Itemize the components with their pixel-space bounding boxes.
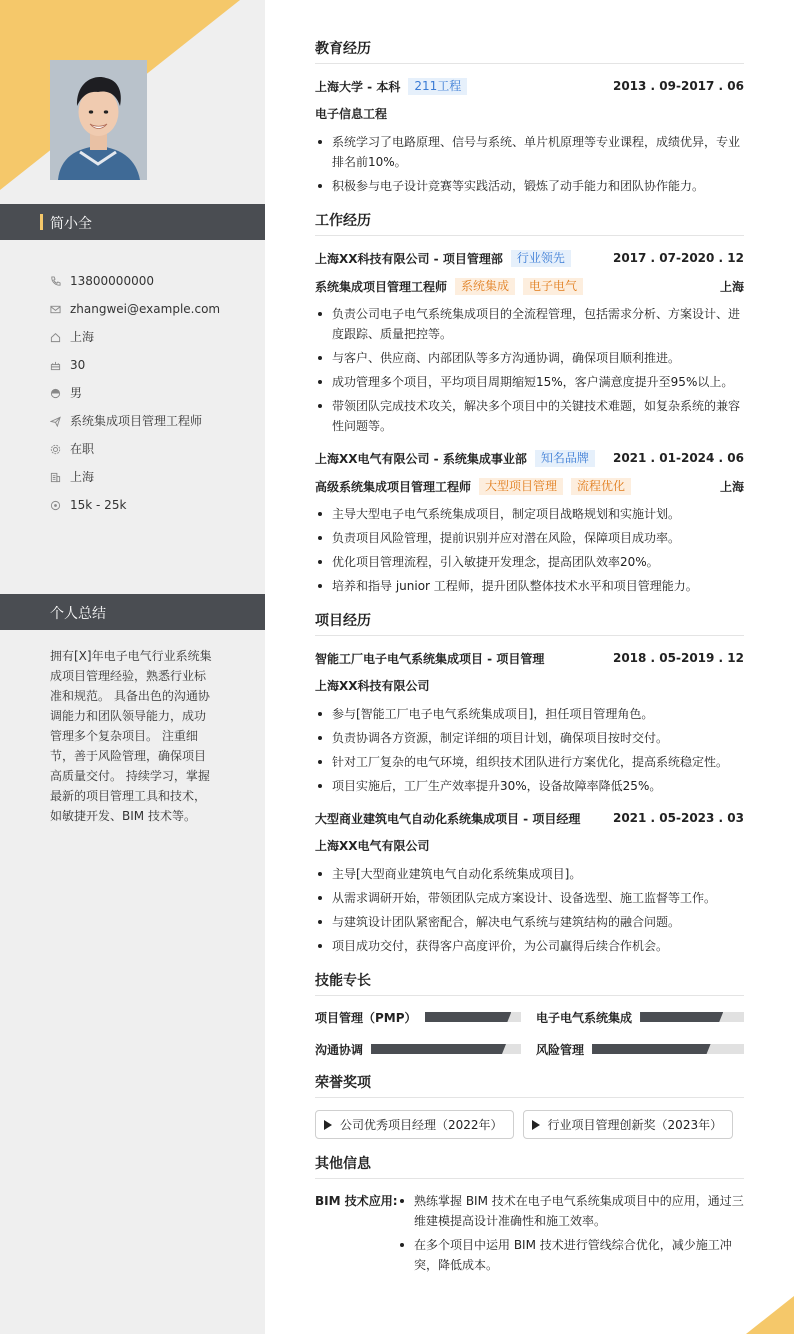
sidebar xyxy=(0,0,265,1334)
summary-title: 个人总结 xyxy=(50,606,106,622)
list-item: 主导大型电子电气系统集成项目，制定项目战略规划和实施计划。 xyxy=(315,504,744,524)
skill-fill xyxy=(371,1044,506,1054)
age-icon xyxy=(50,360,61,371)
list-item: 项目成功交付，获得客户高度评价，为公司赢得后续合作机会。 xyxy=(315,936,744,956)
major: 电子信息工程 xyxy=(315,107,388,121)
list-item: 项目实施后，工厂生产效率提升30%，设备故障率降低25%。 xyxy=(315,776,744,796)
candidate-name: 简小全 xyxy=(50,216,92,232)
job-1-header xyxy=(315,248,744,268)
contact-city: 上海 xyxy=(50,466,220,494)
job-1-tag-2: 电子电气 xyxy=(523,278,583,295)
other-bullets xyxy=(397,1191,744,1279)
job-2-city: 上海 xyxy=(719,479,744,494)
skill-fill xyxy=(425,1012,512,1022)
list-item: 从需求调研开始，带领团队完成方案设计、设备选型、施工监督等工作。 xyxy=(315,888,744,908)
phone-icon xyxy=(50,276,61,287)
contact-list xyxy=(50,270,220,522)
education-header xyxy=(315,76,744,96)
job-2-header xyxy=(315,448,744,468)
list-item: 优化项目管理流程，引入敏捷开发理念，提高团队效率20%。 xyxy=(315,552,744,572)
job-1-company: 上海XX科技有限公司 - 项目管理部 xyxy=(315,251,503,266)
list-item: 在多个项目中运用 BIM 技术进行管线综合优化，减少施工冲突，降低成本。 xyxy=(397,1235,744,1275)
list-item: 主导[大型商业建筑电气自动化系统集成项目]。 xyxy=(315,864,744,884)
skill-fill xyxy=(640,1012,723,1022)
school-name: 上海大学 - 本科 xyxy=(315,79,401,94)
skill-item xyxy=(315,1008,521,1026)
gender-icon xyxy=(50,388,61,399)
awards-section xyxy=(315,1072,744,1139)
contact-home: 上海 xyxy=(50,326,220,354)
other-title: 其他信息 xyxy=(315,1153,744,1179)
education-date: 2013 . 09-2017 . 06 xyxy=(612,79,744,93)
main-content xyxy=(315,38,744,1293)
job-2-company: 上海XX电气有限公司 - 系统集成事业部 xyxy=(315,451,527,466)
project-2-bullets xyxy=(315,864,744,956)
skill-item xyxy=(536,1008,744,1026)
list-item: 培养和指导 junior 工程师，提升团队整体技术水平和项目管理能力。 xyxy=(315,576,744,596)
education-bullets xyxy=(315,132,744,196)
other-row xyxy=(315,1191,744,1279)
education-title: 教育经历 xyxy=(315,38,744,64)
work-section xyxy=(315,210,744,596)
job-1-date: 2017 . 07-2020 . 12 xyxy=(612,251,744,265)
project-2-header xyxy=(315,808,744,828)
list-item: 成功管理多个项目，平均项目周期缩短15%，客户满意度提升至95%以上。 xyxy=(315,372,744,392)
skill-item xyxy=(536,1040,744,1058)
skill-bar xyxy=(371,1044,521,1054)
job-2-tag-1: 大型项目管理 xyxy=(479,478,563,495)
list-item: 负责协调各方资源，制定详细的项目计划，确保项目按时交付。 xyxy=(315,728,744,748)
job-1-tag-1: 系统集成 xyxy=(455,278,515,295)
play-icon xyxy=(532,1120,540,1130)
other-key: BIM 技术应用: xyxy=(315,1194,398,1208)
building-icon xyxy=(50,472,61,483)
project-2-name: 大型商业建筑电气自动化系统集成项目 - 项目经理 xyxy=(315,811,581,826)
projects-title: 项目经历 xyxy=(315,610,744,636)
awards-list xyxy=(315,1110,744,1139)
job-1-position: 系统集成项目管理工程师 xyxy=(315,279,448,294)
job-1-company-tag: 行业领先 xyxy=(511,250,571,267)
play-icon xyxy=(324,1120,332,1130)
contact-position: 系统集成项目管理工程师 xyxy=(50,410,220,438)
award-item xyxy=(315,1110,514,1139)
list-item: 带领团队完成技术攻关，解决多个项目中的关键技术难题，如复杂系统的兼容性问题等。 xyxy=(315,396,744,436)
project-1-name: 智能工厂电子电气系统集成项目 - 项目管理 xyxy=(315,651,545,666)
awards-title: 荣誉奖项 xyxy=(315,1072,744,1098)
list-item: 积极参与电子设计竞赛等实践活动，锻炼了动手能力和团队协作能力。 xyxy=(315,176,744,196)
job-2-bullets xyxy=(315,504,744,596)
name-bar xyxy=(0,204,265,240)
contact-phone: 13800000000 xyxy=(50,270,220,298)
contact-age: 30 xyxy=(50,354,220,382)
mail-icon xyxy=(50,304,61,315)
list-item: 系统学习了电路原理、信号与系统、单片机原理等专业课程，成绩优异，专业排名前10%。 xyxy=(315,132,744,172)
project-1-date: 2018 . 05-2019 . 12 xyxy=(612,651,744,665)
avatar xyxy=(50,60,147,180)
skill-bar xyxy=(425,1012,521,1022)
job-1-city: 上海 xyxy=(719,279,744,294)
send-icon xyxy=(50,416,61,427)
skill-label: 风险管理 xyxy=(536,1042,585,1057)
skills-section xyxy=(315,970,744,1058)
job-2-position-row xyxy=(315,476,744,496)
skill-bar xyxy=(592,1044,744,1054)
list-item: 负责项目风险管理，提前识别并应对潜在风险，保障项目成功率。 xyxy=(315,528,744,548)
status-icon xyxy=(50,444,61,455)
school-tag: 211工程 xyxy=(408,78,467,95)
list-item: 负责公司电子电气系统集成项目的全流程管理，包括需求分析、方案设计、进度跟踪、质量把控等。 xyxy=(315,304,744,344)
project-2-date: 2021 . 05-2023 . 03 xyxy=(612,811,744,825)
contact-email: zhangwei@example.com xyxy=(50,298,220,326)
award-label: 行业项目管理创新奖（2023年） xyxy=(547,1118,723,1132)
contact-status: 在职 xyxy=(50,438,220,466)
decor-corner-bottom xyxy=(746,1296,794,1334)
job-2-date: 2021 . 01-2024 . 06 xyxy=(612,451,744,465)
projects-section xyxy=(315,610,744,956)
summary-bar xyxy=(0,594,265,630)
list-item: 与建筑设计团队紧密配合，解决电气系统与建筑结构的融合问题。 xyxy=(315,912,744,932)
job-1-position-row xyxy=(315,276,744,296)
project-1-header xyxy=(315,648,744,668)
name-accent xyxy=(40,214,43,230)
education-section xyxy=(315,38,744,196)
job-2-tag-2: 流程优化 xyxy=(571,478,631,495)
other-section xyxy=(315,1153,744,1279)
skill-item xyxy=(315,1040,521,1058)
job-2-company-tag: 知名品牌 xyxy=(535,450,595,467)
skill-label: 沟通协调 xyxy=(315,1042,364,1057)
award-label: 公司优秀项目经理（2022年） xyxy=(340,1118,503,1132)
salary-icon xyxy=(50,500,61,511)
job-1-bullets xyxy=(315,304,744,436)
skill-label: 项目管理（PMP） xyxy=(315,1010,417,1025)
skill-fill xyxy=(592,1044,711,1054)
skill-label: 电子电气系统集成 xyxy=(536,1010,633,1025)
list-item: 熟练掌握 BIM 技术在电子电气系统集成项目中的应用，通过三维建模提高设计准确性和施工效率。 xyxy=(397,1191,744,1231)
job-2-position: 高级系统集成项目管理工程师 xyxy=(315,479,472,494)
list-item: 针对工厂复杂的电气环境，组织技术团队进行方案优化，提高系统稳定性。 xyxy=(315,752,744,772)
project-2-company: 上海XX电气有限公司 xyxy=(315,839,430,853)
award-item xyxy=(523,1110,734,1139)
work-title: 工作经历 xyxy=(315,210,744,236)
list-item: 参与[智能工厂电子电气系统集成项目]，担任项目管理角色。 xyxy=(315,704,744,724)
home-icon xyxy=(50,332,61,343)
summary-text: 拥有[X]年电子电气行业系统集成项目管理经验，熟悉行业标准和规范。 具备出色的沟通协调能力和团队领导能力，成功管理多个复杂项目。 注重细节，善于风险管理，确保项目高质量交付。 持续学习，掌握最新的项目管理工具和技术，如敏捷开发、BIM 技术等。 xyxy=(50,649,212,823)
contact-gender: 男 xyxy=(50,382,220,410)
project-1-company: 上海XX科技有限公司 xyxy=(315,679,430,693)
list-item: 与客户、供应商、内部团队等多方沟通协调，确保项目顺利推进。 xyxy=(315,348,744,368)
project-1-bullets xyxy=(315,704,744,796)
skills-title: 技能专长 xyxy=(315,970,744,996)
skills-grid xyxy=(315,1008,744,1058)
contact-salary: 15k - 25k xyxy=(50,494,220,522)
skill-bar xyxy=(640,1012,744,1022)
